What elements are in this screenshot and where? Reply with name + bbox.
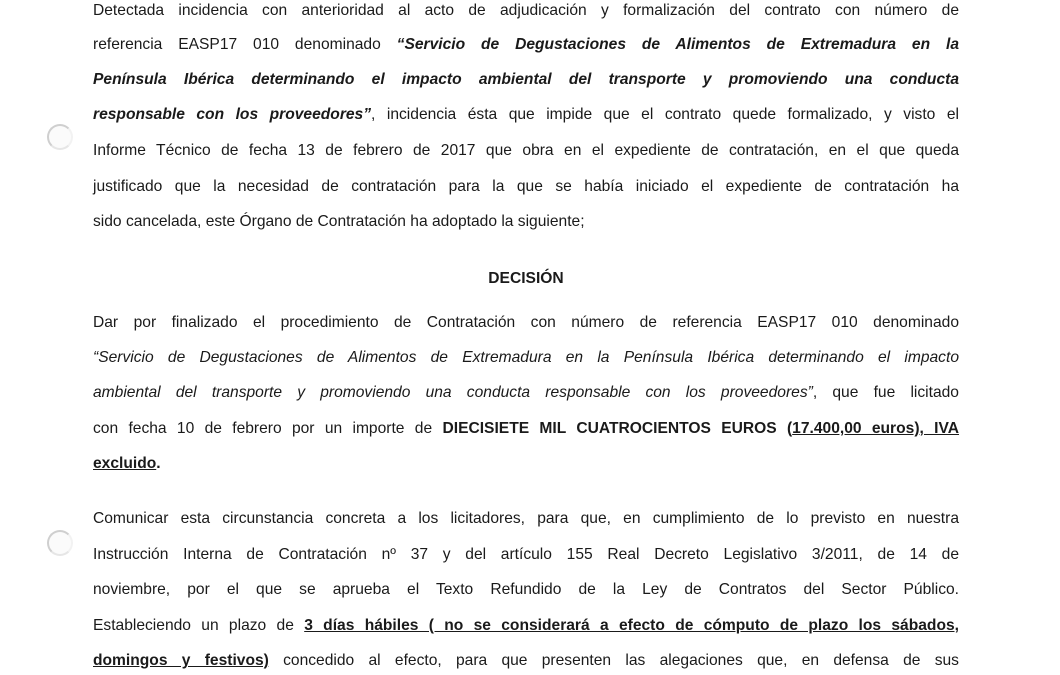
contract-title-text: responsable con los proveedores” bbox=[93, 106, 372, 123]
section-heading bbox=[93, 269, 959, 289]
punch-hole bbox=[47, 530, 73, 556]
paragraph-line bbox=[93, 105, 959, 125]
paragraph-line bbox=[93, 509, 959, 529]
paragraph-line bbox=[93, 35, 959, 55]
text-run: referencia EASP17 010 denominado bbox=[93, 36, 397, 53]
heading-text: DECISIÓN bbox=[488, 270, 564, 287]
contract-title-text: “Servicio de Degustaciones de Alimentos de Extremadura en la bbox=[396, 36, 959, 53]
text-run: sido cancelada, este Órgano de Contratación ha adoptado la siguiente; bbox=[93, 213, 585, 230]
text-run: Instrucción Interna de Contratación nº 37 y del artículo 155 Real Decreto Legislativo 3/2011, de 14 de bbox=[93, 546, 959, 563]
contract-title-text bbox=[93, 348, 959, 368]
paragraph-line bbox=[93, 177, 959, 197]
text-run: , incidencia ésta que impide que el contrato quede formalizado, y visto el bbox=[371, 106, 959, 123]
paragraph-line bbox=[93, 313, 959, 333]
text-run: Informe Técnico de fecha 13 de febrero de 2017 que obra en el expediente de contratación, en el que queda bbox=[93, 142, 959, 159]
contract-title-text: ambiental del transporte y promoviendo una conducta responsable con los proveedores” bbox=[93, 384, 813, 401]
text-run: . bbox=[156, 455, 161, 472]
text-run: “Servicio de Degustaciones de Alimentos de Extremadura en la Península Ibérica determinando el impacto bbox=[93, 349, 959, 366]
text-run: con fecha 10 de febrero por un importe de bbox=[93, 420, 443, 437]
text-run: , que fue licitado bbox=[812, 384, 959, 401]
text-run: Dar por finalizado el procedimiento de Contratación con número de referencia EASP17 010 denominado bbox=[93, 314, 959, 331]
paragraph-line bbox=[93, 545, 959, 565]
paragraph-line bbox=[93, 419, 959, 439]
text-run: concedido al efecto, para que presenten las alegaciones que, en defensa de sus bbox=[268, 652, 959, 669]
deadline-underlined: 3 días hábiles ( no se considerará a efecto de cómputo de plazo los sábados, bbox=[304, 617, 959, 634]
text-run: Estableciendo un plazo de bbox=[93, 617, 305, 634]
text-run: justificado que la necesidad de contratación para la que se había iniciado el expediente de contratación ha bbox=[93, 178, 959, 195]
text-run: Comunicar esta circunstancia concreta a los licitadores, para que, en cumplimiento de lo previsto en nuestra bbox=[93, 510, 959, 527]
contract-title-text bbox=[93, 70, 959, 90]
paragraph-line bbox=[93, 580, 959, 600]
paragraph-line bbox=[93, 383, 959, 403]
paragraph-line bbox=[93, 212, 959, 232]
text-run: Península Ibérica determinando el impacto ambiental del transporte y promoviendo una conducta bbox=[93, 71, 959, 88]
amount-underlined: 17.400,00 euros), IVA bbox=[792, 420, 960, 437]
paragraph-line bbox=[93, 141, 959, 161]
paragraph-line bbox=[93, 454, 959, 474]
paragraph-line bbox=[93, 1, 959, 21]
paragraph-line bbox=[93, 651, 959, 671]
paragraph-line bbox=[93, 616, 959, 636]
text-run: Detectada incidencia con anterioridad al acto de adjudicación y formalización del contrato con número de bbox=[93, 2, 959, 19]
deadline-underlined: domingos y festivos) bbox=[93, 652, 269, 669]
amount-text: DIECISIETE MIL CUATROCIENTOS EUROS ( bbox=[442, 420, 793, 437]
amount-underlined: excluido bbox=[93, 455, 157, 472]
punch-hole bbox=[47, 124, 73, 150]
text-run: noviembre, por el que se aprueba el Texto Refundido de la Ley de Contratos del Sector Público. bbox=[93, 581, 959, 598]
